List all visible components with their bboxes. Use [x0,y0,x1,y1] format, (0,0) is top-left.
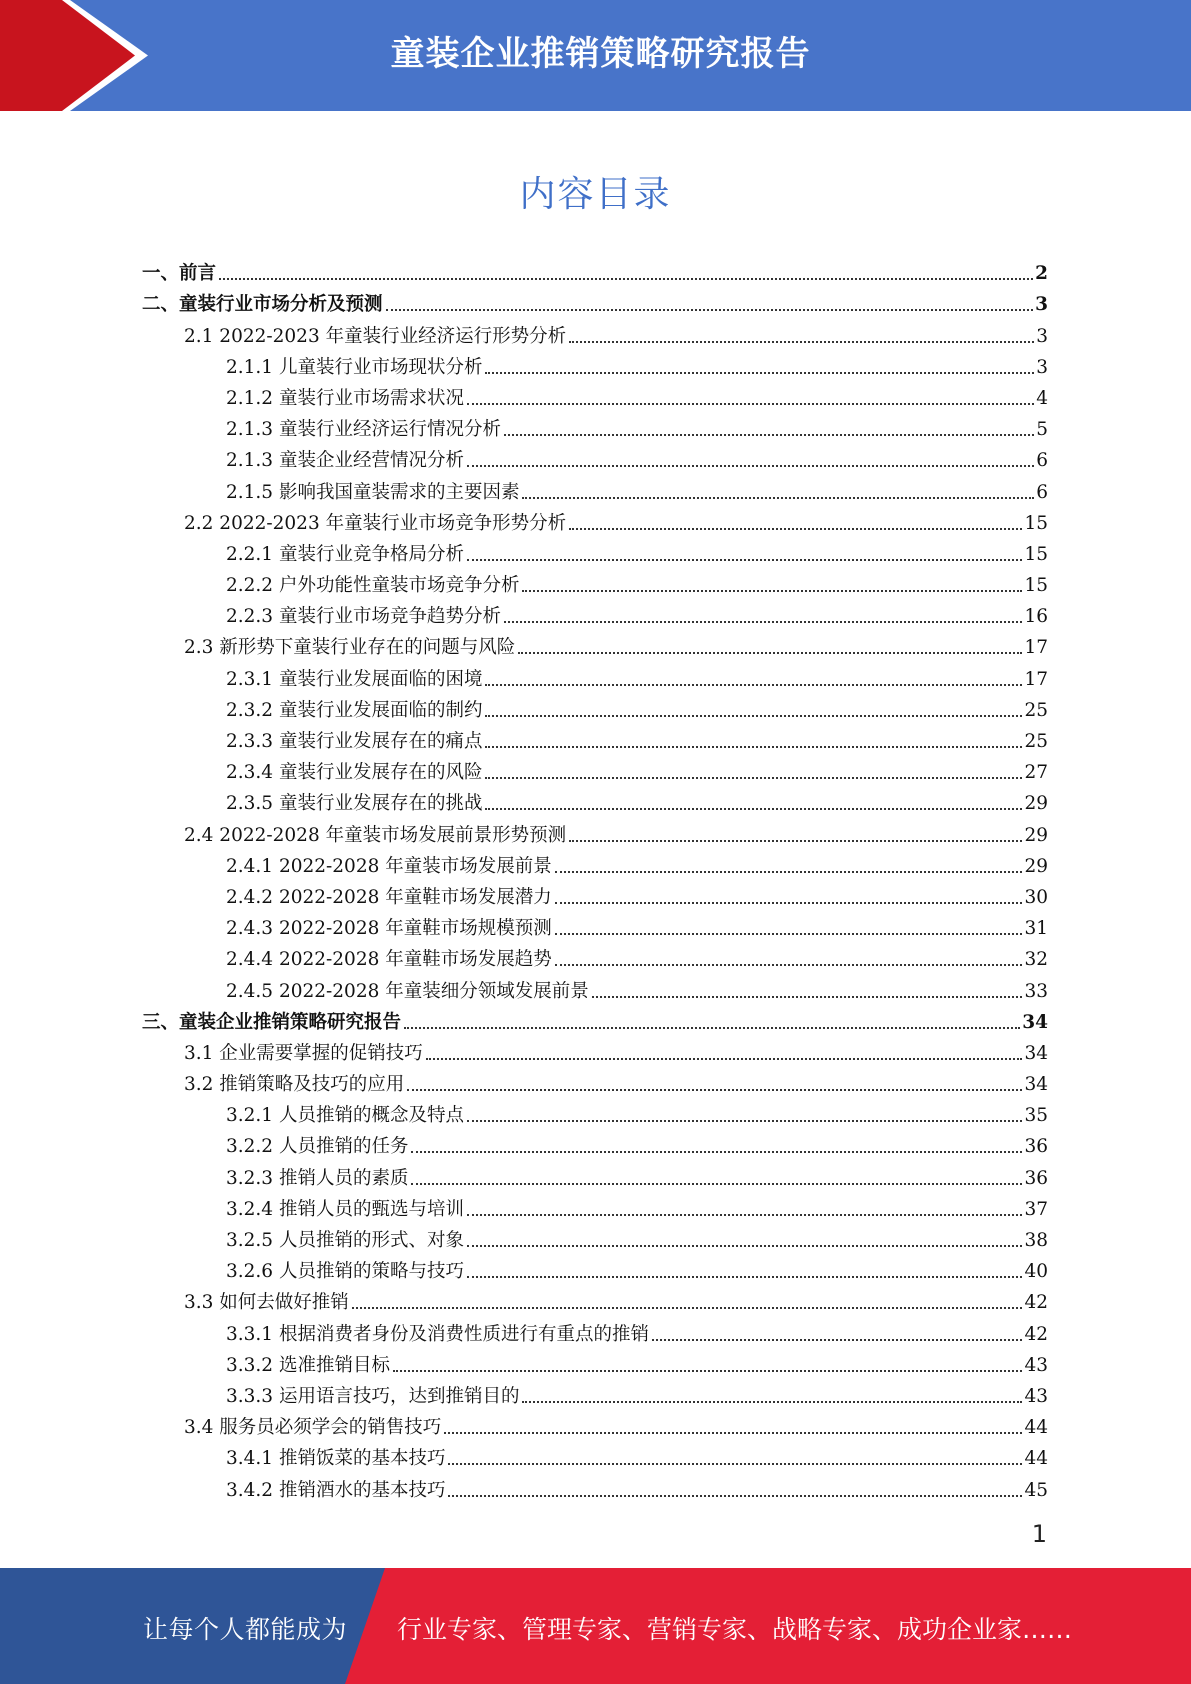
toc-entry-page: 17 [1024,668,1048,690]
toc-entry-page: 27 [1024,762,1048,784]
toc-dot-leader [652,1339,1022,1341]
toc-entry[interactable] [142,1377,1048,1408]
toc-entry-label: 3.3.3 运用语言技巧，达到推销目的 [226,1385,520,1407]
toc-entry-page: 3 [1036,356,1048,378]
toc-dot-leader [569,840,1022,842]
toc-entry[interactable] [142,628,1048,659]
toc-entry-label: 2.3.1 童装行业发展面临的困境 [226,668,483,690]
toc-entry-label: 3.4 服务员必须学会的销售技巧 [184,1417,442,1439]
toc-dot-leader [485,777,1022,779]
toc-entry[interactable] [142,1190,1048,1221]
toc-entry[interactable] [142,847,1048,878]
toc-entry[interactable] [142,784,1048,815]
toc-entry[interactable] [142,815,1048,846]
footer-slogan-left: 让每个人都能成为 [143,1615,348,1644]
toc-entry[interactable] [142,753,1048,784]
toc-entry-page: 29 [1024,855,1048,877]
toc-entry-page: 32 [1024,949,1048,971]
toc-entry-page: 38 [1024,1230,1048,1251]
page-number: 1 [1031,1520,1047,1548]
toc-entry-label: 3.2.1 人员推销的概念及特点 [226,1105,464,1127]
toc-heading: 内容目录 [519,174,672,215]
toc-dot-leader [485,372,1034,374]
toc-dot-leader [467,1214,1022,1216]
toc-entry-page: 36 [1024,1136,1048,1158]
toc-entry-page: 34 [1022,1011,1048,1033]
toc-dot-leader [555,933,1023,935]
toc-entry-label: 2.3.2 童装行业发展面临的制约 [226,699,483,721]
toc-dot-leader [444,1432,1022,1434]
toc-entry-label: 2.1.2 童装行业市场需求状况 [226,387,464,409]
toc-entry-label: 3.2.4 推销人员的甄选与培训 [226,1198,464,1220]
toc-entry[interactable] [142,1408,1048,1439]
toc-dot-leader [411,1151,1022,1153]
toc-entry-label: 2.4 2022-2028 年童装市场发展前景形势预测 [184,824,567,846]
toc-entry[interactable] [142,1034,1048,1065]
toc-dot-leader [555,964,1023,966]
toc-entry-page: 6 [1036,450,1048,472]
toc-dot-leader [592,996,1023,998]
toc-dot-leader [504,434,1034,436]
toc-entry[interactable] [142,940,1048,971]
toc-entry[interactable] [142,1065,1048,1096]
footer-slogan-right: 行业专家、管理专家、营销专家、战略专家、成功企业家…… [397,1615,1073,1644]
toc-entry[interactable] [142,971,1048,1002]
toc-dot-leader [504,621,1022,623]
toc-entry-page: 40 [1024,1261,1048,1283]
toc-entry-page: 35 [1024,1105,1048,1127]
toc-entry-page: 15 [1024,512,1048,534]
toc-entry[interactable] [142,472,1048,503]
toc-entry-label: 2.1.3 童装企业经营情况分析 [226,450,464,472]
toc-dot-leader [448,1463,1022,1465]
toc-entry-label: 2.1.5 影响我国童装需求的主要因素 [226,481,520,503]
toc-entry-page: 3 [1036,325,1048,347]
toc-entry[interactable] [142,1096,1048,1127]
toc-dot-leader [467,559,1022,561]
toc-entry-page: 6 [1036,481,1048,503]
footer-banner [0,1568,1191,1684]
toc-dot-leader [518,652,1022,654]
toc-entry-page: 45 [1024,1479,1048,1501]
toc-entry[interactable] [142,597,1048,628]
toc-dot-leader [467,1276,1022,1278]
toc-entry-label: 2.1.1 儿童装行业市场现状分析 [226,356,483,378]
toc-entry-page: 34 [1024,1042,1048,1064]
toc-entry[interactable] [142,691,1048,722]
toc-entry[interactable] [142,379,1048,410]
toc-dot-leader [555,902,1023,904]
toc-entry-label: 2.3.3 童装行业发展存在的痛点 [226,731,483,752]
toc-entry-label: 2.3 新形势下童装行业存在的问题与风险 [184,637,516,659]
toc-entry-label: 2.4.4 2022-2028 年童鞋市场发展趋势 [226,949,552,971]
toc-entry[interactable] [142,659,1048,690]
toc-entry[interactable] [142,1221,1048,1252]
toc-entry-label: 2.3.4 童装行业发展存在的风险 [226,762,483,784]
toc-entry-page: 42 [1024,1323,1048,1345]
toc-entry-label: 2.2 2022-2023 年童装行业市场竞争形势分析 [184,512,567,534]
toc-entry[interactable] [142,909,1048,940]
toc-entry[interactable] [142,722,1048,753]
toc-dot-leader [386,309,1034,311]
table-of-contents [142,254,1048,1502]
toc-entry-label: 2.4.2 2022-2028 年童鞋市场发展潜力 [226,886,552,908]
toc-entry-label: 3.1 企业需要掌握的促销技巧 [184,1042,423,1064]
toc-dot-leader [393,1370,1022,1372]
toc-dot-leader [411,1183,1022,1185]
toc-dot-leader [555,871,1023,873]
toc-dot-leader [467,1245,1022,1247]
toc-entry-page: 16 [1024,606,1048,628]
toc-dot-leader [522,497,1034,499]
toc-entry-page: 44 [1024,1417,1048,1439]
toc-dot-leader [569,341,1034,343]
toc-entry[interactable] [142,348,1048,379]
toc-entry[interactable] [142,1314,1048,1345]
toc-entry-label: 3.4.2 推销酒水的基本技巧 [226,1479,446,1501]
toc-entry-page: 43 [1024,1385,1048,1407]
toc-entry-label: 2.2.2 户外功能性童装市场竞争分析 [226,575,520,597]
toc-dot-leader [407,1089,1022,1091]
toc-dot-leader [522,1401,1022,1403]
toc-entry[interactable] [142,566,1048,597]
toc-entry-label: 3.2.6 人员推销的策略与技巧 [226,1261,464,1283]
toc-dot-leader [467,1120,1022,1122]
toc-entry[interactable] [142,1439,1048,1470]
toc-entry-page: 15 [1024,543,1048,565]
toc-entry-label: 3.4.1 推销饭菜的基本技巧 [226,1448,446,1470]
toc-dot-leader [467,403,1034,405]
toc-entry-label: 2.2.3 童装行业市场竞争趋势分析 [226,606,501,628]
toc-dot-leader [522,590,1022,592]
toc-entry-label: 3.3.2 选准推销目标 [226,1354,390,1376]
toc-entry-label: 2.1 2022-2023 年童装行业经济运行形势分析 [184,325,567,347]
toc-entry-label: 3.2 推销策略及技巧的应用 [184,1074,405,1096]
toc-entry-page: 25 [1024,699,1048,721]
toc-entry-page: 4 [1036,387,1048,409]
toc-dot-leader [485,808,1022,810]
toc-entry-page: 36 [1024,1167,1048,1189]
toc-entry[interactable] [142,878,1048,909]
document-title: 童装企业推销策略研究报告 [390,34,811,74]
toc-entry-label: 3.2.5 人员推销的形式、对象 [226,1230,464,1251]
toc-entry-page: 31 [1024,918,1048,940]
toc-entry-label: 3.3 如何去做好推销 [184,1292,349,1314]
toc-dot-leader [448,1495,1022,1497]
toc-entry[interactable] [142,1158,1048,1189]
toc-dot-leader [426,1058,1023,1060]
toc-dot-leader [569,528,1022,530]
toc-entry-page: 15 [1024,575,1048,597]
toc-entry[interactable] [142,535,1048,566]
toc-entry[interactable] [142,1346,1048,1377]
header-banner [0,0,1191,111]
toc-entry-page: 25 [1024,731,1048,752]
toc-entry-label: 2.4.5 2022-2028 年童装细分领域发展前景 [226,980,589,1002]
toc-dot-leader [404,1027,1020,1029]
toc-entry-label: 2.3.5 童装行业发展存在的挑战 [226,793,483,815]
toc-entry[interactable] [142,441,1048,472]
toc-entry-label: 2.4.3 2022-2028 年童鞋市场规模预测 [226,918,552,940]
toc-entry-page: 37 [1024,1198,1048,1220]
toc-entry[interactable] [142,1003,1048,1034]
toc-entry-label: 2.1.3 童装行业经济运行情况分析 [226,419,501,441]
toc-entry-label: 2.4.1 2022-2028 年童装市场发展前景 [226,855,552,877]
toc-entry[interactable] [142,316,1048,347]
toc-entry-label: 2.2.1 童装行业竞争格局分析 [226,543,464,565]
toc-dot-leader [485,684,1022,686]
toc-entry[interactable] [142,254,1048,285]
toc-entry[interactable] [142,1252,1048,1283]
toc-entry[interactable] [142,1283,1048,1314]
toc-entry-label: 3.3.1 根据消费者身份及消费性质进行有重点的推销 [226,1323,649,1345]
toc-dot-leader [219,278,1033,280]
toc-dot-leader [485,746,1022,748]
toc-dot-leader [485,715,1022,717]
toc-entry-label: 三、童装企业推销策略研究报告 [142,1011,402,1033]
toc-entry-label: 3.2.2 人员推销的任务 [226,1136,409,1158]
toc-entry-page: 33 [1024,980,1048,1002]
toc-entry-page: 44 [1024,1448,1048,1470]
toc-entry-page: 3 [1035,294,1048,316]
toc-entry-page: 2 [1035,263,1048,285]
toc-entry-page: 29 [1024,824,1048,846]
toc-entry-page: 30 [1024,886,1048,908]
toc-entry[interactable] [142,504,1048,535]
toc-entry[interactable] [142,1470,1048,1501]
toc-dot-leader [352,1307,1023,1309]
toc-entry-label: 3.2.3 推销人员的素质 [226,1167,409,1189]
toc-entry-page: 29 [1024,793,1048,815]
toc-entry-page: 17 [1024,637,1048,659]
toc-entry-page: 42 [1024,1292,1048,1314]
toc-entry-page: 5 [1036,419,1048,441]
toc-entry-label: 一、前言 [142,263,217,285]
toc-entry-page: 43 [1024,1354,1048,1376]
toc-entry-page: 34 [1024,1074,1048,1096]
toc-entry[interactable] [142,1127,1048,1158]
toc-entry[interactable] [142,410,1048,441]
toc-dot-leader [467,465,1034,467]
toc-entry[interactable] [142,285,1048,316]
toc-entry-label: 二、童装行业市场分析及预测 [142,294,383,316]
